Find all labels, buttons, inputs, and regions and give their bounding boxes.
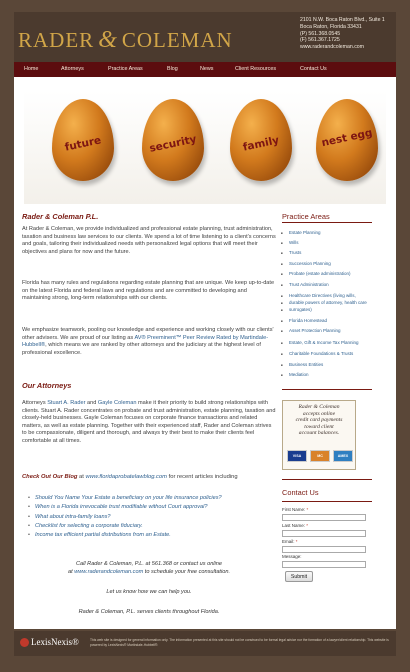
attorneys-text-c: make it their priority to build strong relationships with clients. Stuart A. Rader concentrates on probate and trust administration, estate planning, taxation and closely-held businesses. Gayle Coleman focuses on corporate finance transactions and related matters, as well as estate planning. Together with their experienced staff, Rader and Coleman strives to be compassionate, diligent and thorough, and always try their best to make their clients feel comfortable at all times. (22, 400, 276, 444)
header-contact-info (300, 17, 385, 51)
attorney-link-coleman[interactable]: Gayle Coleman (97, 400, 137, 406)
attorneys-paragraph (22, 400, 276, 446)
first-name-label (282, 507, 308, 512)
required-mark: * (295, 539, 298, 544)
practice-item[interactable]: ■ Probate (estate administration) (289, 271, 351, 277)
call-line-2 (14, 569, 284, 577)
mastercard-icon: MC (310, 450, 330, 462)
intro-p3-text-a: We emphasize teamwork, pooling our knowledge and experience and working closely with our clients' other advisers. We are proud of our listing as (22, 327, 274, 341)
required-mark: * (306, 523, 309, 528)
nav-practice-areas[interactable]: Practice Areas (108, 66, 143, 72)
serve-text: Rader & Coleman, P.L. serves clients throughout Florida. (78, 609, 220, 615)
practice-item[interactable]: ■ Wills (289, 240, 299, 246)
egg-family (230, 99, 292, 181)
lexisnexis-icon (20, 638, 29, 647)
footer-disclaimer: This web site is designed for general information only. The information presented at this site should not be construed to be formal legal advice nor the formation of a lawyer/client relationship. This website is powered by LexisNexis® Martindale-Hubbell®. (90, 638, 389, 647)
required-mark: * (306, 507, 309, 512)
submit-button[interactable]: Submit (285, 571, 313, 582)
first-name-input[interactable] (282, 514, 366, 521)
egg-nest-egg (316, 99, 378, 181)
email-label (282, 539, 298, 544)
egg-label-nest-egg: nest egg (320, 126, 374, 150)
blog-article-link[interactable]: • What about intra-family loans? (28, 513, 278, 522)
card-line: toward client (304, 423, 334, 430)
intro-paragraph-1: At Rader & Coleman, we provide individualized and professional estate planning, trust administration, taxation and business law services to our clients. We spend a lot of time listening to a client's concerns and goals, tailoring their individualized needs with personalized legal options that will meet their objectives and plans for now and the future. (22, 226, 276, 255)
practice-item[interactable]: ■ Florida Homestead (289, 318, 327, 324)
site-logo[interactable] (18, 27, 233, 54)
call-line-2-a: at (67, 568, 75, 575)
website-link[interactable]: www.raderandcoleman.com (74, 568, 144, 575)
intro-paragraph-2: Florida has many rules and regulations regarding estate planning that are unique. We keep up-to-date on the latest Florida and federal laws and regulations and are committed to developing and maintaining strong, long-term relationships with our clients. (22, 280, 275, 302)
intro-paragraph-3 (22, 327, 276, 357)
practice-item[interactable]: ■ Asset Protection Planning (289, 328, 341, 334)
practice-divider (282, 222, 372, 223)
practice-item[interactable]: ■ Trusts (289, 250, 301, 256)
sidebar-divider-2 (282, 479, 372, 480)
egg-future (52, 99, 114, 181)
sidebar-divider (282, 389, 372, 390)
practice-item[interactable]: ■ Trust Administration (289, 282, 329, 288)
address-line-2: Boca Raton, Florida 33431 (300, 23, 362, 30)
attorney-link-rader[interactable]: Stuart A. Rader (47, 400, 86, 406)
practice-item-continued[interactable]: ■ surrogates) (289, 307, 312, 313)
practice-item[interactable]: ■ Charitable Foundations & Trusts (289, 351, 353, 357)
logo-part-rader: RADER (18, 28, 95, 52)
message-input[interactable] (282, 561, 366, 568)
first-name-label-text: First Name: (282, 507, 306, 512)
email-input[interactable] (282, 546, 366, 553)
last-name-label (282, 523, 308, 528)
card-line: Rader & Coleman (298, 404, 340, 410)
blog-article-list (28, 494, 278, 540)
message-label: Message: (282, 554, 302, 559)
egg-label-security: security (148, 133, 198, 155)
nav-client-resources[interactable]: Client Resources (235, 66, 277, 72)
lexisnexis-logo[interactable] (20, 637, 79, 647)
practice-item-continued[interactable]: ■ durable powers of attorney, health care (289, 300, 367, 306)
blog-intro (22, 474, 276, 482)
blog-url-link[interactable]: www.floridaprobatelawblog.com (85, 474, 167, 480)
card-line: account balances. (298, 430, 340, 437)
last-name-input[interactable] (282, 530, 366, 537)
practice-item[interactable]: ■ Business Entities (289, 362, 323, 368)
call-line-2-b: to schedule your free consultation. (143, 568, 231, 575)
practice-item[interactable]: ■ Healthcare Directives (living wills, (289, 293, 356, 299)
nav-blog[interactable]: Blog (167, 66, 178, 72)
practice-item[interactable]: ■ Estate Planning (289, 230, 321, 236)
call-to-action (14, 561, 284, 576)
blog-lead: Check Out Our Blog (22, 474, 78, 480)
credit-card-payment-box[interactable] (282, 400, 356, 470)
egg-label-family: family (241, 134, 281, 154)
card-line: credit card payments (295, 417, 343, 424)
egg-label-future: future (63, 134, 103, 154)
nav-attorneys[interactable]: Attorneys (61, 66, 84, 72)
content-area (14, 77, 396, 629)
header-website-link[interactable]: www.raderandcoleman.com (300, 44, 365, 51)
nav-news[interactable]: News (200, 66, 214, 72)
phone-number: (P) 561.368.0545 (300, 30, 341, 37)
blog-article-link[interactable]: • When is a Florida irrevocable trust modifiable without Court approval? (28, 503, 278, 512)
contact-divider (282, 501, 372, 502)
intro-heading: Rader & Coleman P.L. (22, 212, 99, 221)
contact-us-title: Contact Us (282, 488, 319, 497)
attorneys-text-a: Attorneys (22, 400, 48, 406)
blog-article-link[interactable]: • Checklist for selecting a corporate fiduciary. (28, 522, 278, 531)
practice-areas-title: Practice Areas (282, 212, 330, 221)
practice-item[interactable]: ■ Mediation (289, 372, 309, 378)
blog-rest: for recent articles including (167, 474, 238, 480)
email-label-text: Email: (282, 539, 295, 544)
practice-item[interactable]: ■ Estate, Gift & Income Tax Planning (289, 340, 358, 346)
egg-security (142, 99, 204, 181)
amex-icon: AMEX (333, 450, 353, 462)
last-name-label-text: Last Name: (282, 523, 306, 528)
help-text: Let us know how we can help you. (106, 589, 192, 595)
attorneys-text-b: and (85, 400, 98, 406)
address-line-1: 2101 N.W. Boca Raton Blvd., Suite 1 (300, 17, 385, 23)
practice-item[interactable]: ■ Succession Planning (289, 261, 331, 267)
nav-contact-us[interactable]: Contact Us (300, 66, 327, 72)
blog-article-link[interactable]: • Income tax efficient partial distributions from an Estate. (28, 531, 278, 540)
card-payment-text (283, 404, 355, 437)
attorneys-heading: Our Attorneys (22, 381, 72, 390)
nav-home[interactable]: Home (24, 66, 39, 72)
blog-at: at (77, 474, 86, 480)
site-footer (14, 631, 396, 656)
logo-part-coleman: COLEMAN (121, 28, 233, 52)
visa-icon: VISA (287, 450, 307, 462)
hero-banner (24, 91, 386, 204)
intro-p3-text-b: , which means we are ranked by other attorneys and the judiciary at the highest level of professional excellence. (22, 342, 261, 356)
blog-article-link[interactable]: • Should You Name Your Estate a beneficiary on your life insurance policies? (28, 494, 278, 503)
av-rating-link[interactable]: AV® Preeminent™ Peer Review Rated by Martindale-Hubbell® (22, 334, 269, 349)
logo-ampersand: & (98, 27, 118, 53)
call-line-1: Call Rader & Coleman, P.L. at 561.368 or contact us online (75, 561, 223, 567)
main-nav (14, 62, 396, 77)
site-header (14, 12, 396, 62)
lexisnexis-logo-text: LexisNexis® (31, 637, 79, 647)
fax-number: (F) 561.367.1725 (300, 37, 340, 44)
card-line: accepts online (302, 410, 336, 417)
